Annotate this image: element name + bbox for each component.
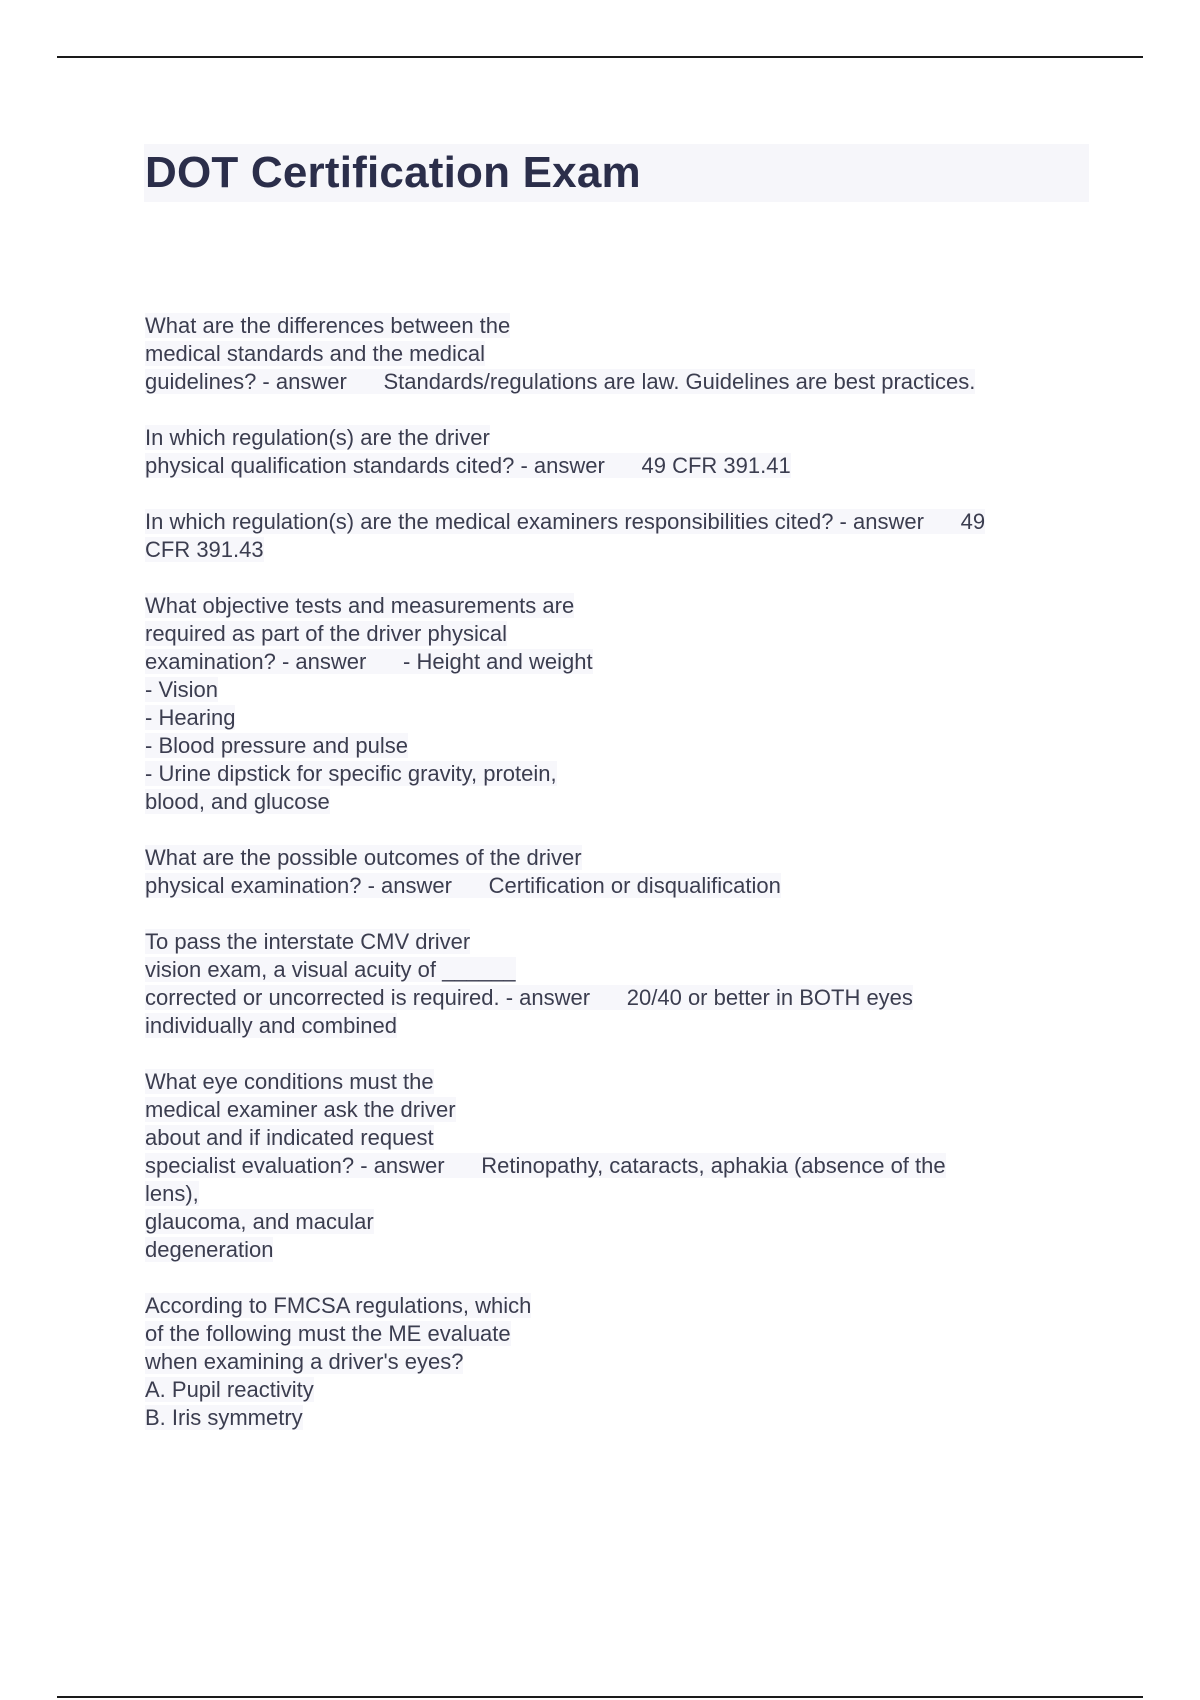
answer-separator: - answer	[833, 509, 961, 534]
qa-item	[145, 424, 1085, 480]
qa-item	[145, 928, 1085, 1040]
question-text: What are the differences between the medical standards and the medical guidelines?	[145, 313, 511, 394]
qa-item	[145, 312, 1085, 396]
question-text: What eye conditions must the medical examiner ask the driver about and if indicated request specialist evaluation?	[145, 1069, 456, 1178]
qa-item	[145, 1068, 1085, 1264]
qa-item	[145, 508, 1085, 564]
answer-separator: - answer	[499, 985, 627, 1010]
qa-list	[145, 312, 1085, 1460]
answer-text: 20/40 or better in BOTH eyes individually and combined	[145, 985, 913, 1038]
question-text: What objective tests and measurements are required as part of the driver physical examination?	[145, 593, 575, 674]
page-title: DOT Certification Exam	[145, 148, 641, 197]
question-text: In which regulation(s) are the driver physical qualification standards cited?	[145, 425, 515, 478]
trailing-question-text: According to FMCSA regulations, which of the following must the ME evaluate when examining a driver's eyes? A. Pupil reactivity B. Iris symmetry	[145, 1293, 532, 1430]
top-rule	[57, 56, 1143, 58]
answer-text: Standards/regulations are law. Guidelines are best practices.	[383, 369, 976, 394]
answer-separator: - answer	[275, 649, 404, 674]
answer-text: 49 CFR 391.43	[145, 509, 986, 562]
answer-separator: - answer	[514, 453, 642, 478]
qa-item-trailing	[145, 1292, 1085, 1432]
qa-item	[145, 592, 1085, 816]
answer-separator: - answer	[354, 1153, 482, 1178]
answer-text: 49 CFR 391.41	[641, 453, 791, 478]
answer-separator: - answer	[361, 873, 489, 898]
question-text: To pass the interstate CMV driver vision exam, a visual acuity of ______ corrected or uncorrected is required.	[145, 929, 516, 1010]
bottom-rule	[57, 1696, 1143, 1698]
question-text: What are the possible outcomes of the driver physical examination?	[145, 845, 582, 898]
answer-separator: - answer	[256, 369, 384, 394]
answer-text: Retinopathy, cataracts, aphakia (absence of the lens), glaucoma, and macular degeneration	[145, 1153, 946, 1262]
qa-item	[145, 844, 1085, 900]
answer-text: Certification or disqualification	[488, 873, 781, 898]
answer-text: - Height and weight - Vision - Hearing - Blood pressure and pulse - Urine dipstick for specific gravity, protein, blood, and glucose	[145, 649, 593, 814]
question-text: In which regulation(s) are the medical examiners responsibilities cited?	[145, 509, 834, 534]
